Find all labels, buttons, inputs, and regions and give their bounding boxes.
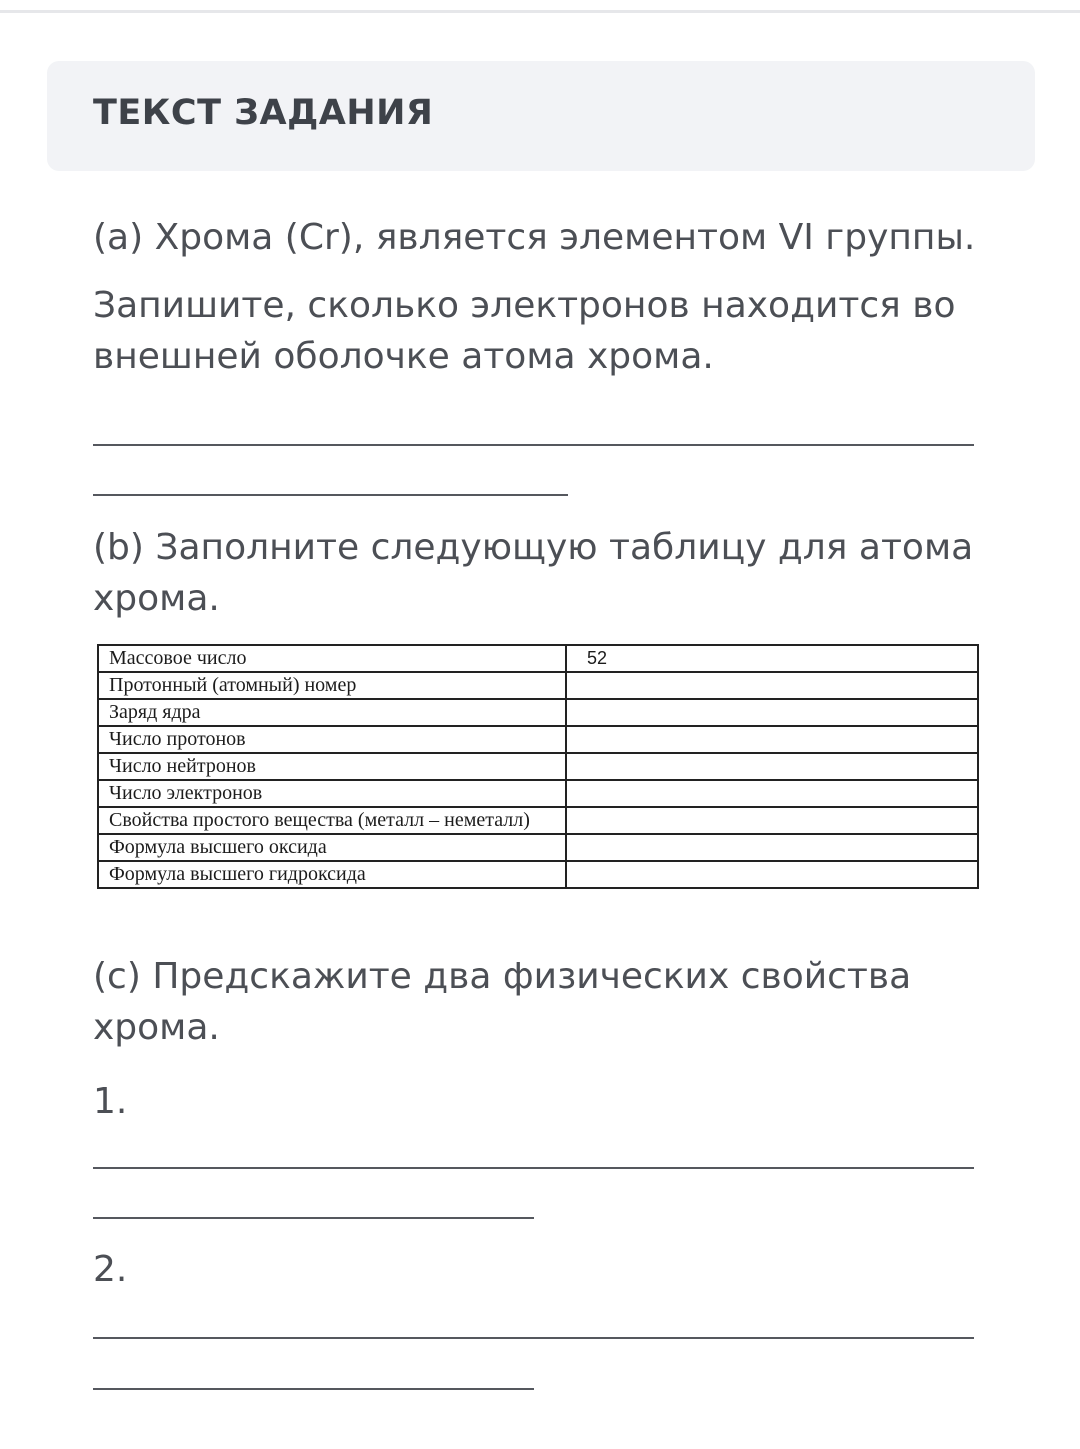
part-a-question: Запишите, сколько электронов находится во внешней оболочке атома хрома. (93, 285, 956, 377)
task-header (47, 61, 1035, 171)
row-value-cell[interactable] (566, 834, 978, 861)
row-value-cell[interactable] (566, 753, 978, 780)
row-label: Число электронов (98, 780, 566, 807)
row-label: Число протонов (98, 726, 566, 753)
table-row (98, 861, 978, 888)
row-label: Заряд ядра (98, 699, 566, 726)
row-label: Массовое число (98, 645, 566, 672)
row-value-cell[interactable]: 52 (566, 645, 978, 672)
top-divider (0, 10, 1080, 13)
page-title: ТЕКСТ ЗАДАНИЯ (93, 93, 434, 133)
part-b-statement: (b) Заполните следующую таблицу для атома хрома. (93, 527, 974, 619)
answer-line-c2-1[interactable] (93, 1337, 974, 1339)
table-row (98, 807, 978, 834)
row-label: Число нейтронов (98, 753, 566, 780)
part-c-statement: (c) Предскажите два физических свойства хрома. (93, 956, 912, 1048)
answer-line-a-2[interactable] (93, 494, 568, 496)
chromium-properties-table (97, 644, 979, 889)
row-value-cell[interactable] (566, 780, 978, 807)
answer-line-c2-2[interactable] (93, 1388, 534, 1390)
row-value-cell[interactable] (566, 726, 978, 753)
row-label: Формула высшего гидроксида (98, 861, 566, 888)
part-a-statement: (a) Хрома (Cr), является элементом VI группы. (93, 217, 976, 258)
table-row (98, 726, 978, 753)
row-label: Протонный (атомный) номер (98, 672, 566, 699)
table-row (98, 699, 978, 726)
row-value-cell[interactable] (566, 807, 978, 834)
row-value-cell[interactable] (566, 861, 978, 888)
row-value-cell[interactable] (566, 672, 978, 699)
answer-line-c1-1[interactable] (93, 1167, 974, 1169)
part-c-item-2-number: 2. (93, 1249, 128, 1290)
table-row (98, 780, 978, 807)
table-row (98, 834, 978, 861)
table-row (98, 672, 978, 699)
part-c-item-1-number: 1. (93, 1081, 128, 1122)
answer-line-a-1[interactable] (93, 444, 974, 446)
row-value-cell[interactable] (566, 699, 978, 726)
table-row (98, 753, 978, 780)
row-label: Свойства простого вещества (металл – неметалл) (98, 807, 566, 834)
table-row (98, 645, 978, 672)
row-label: Формула высшего оксида (98, 834, 566, 861)
answer-line-c1-2[interactable] (93, 1217, 534, 1219)
